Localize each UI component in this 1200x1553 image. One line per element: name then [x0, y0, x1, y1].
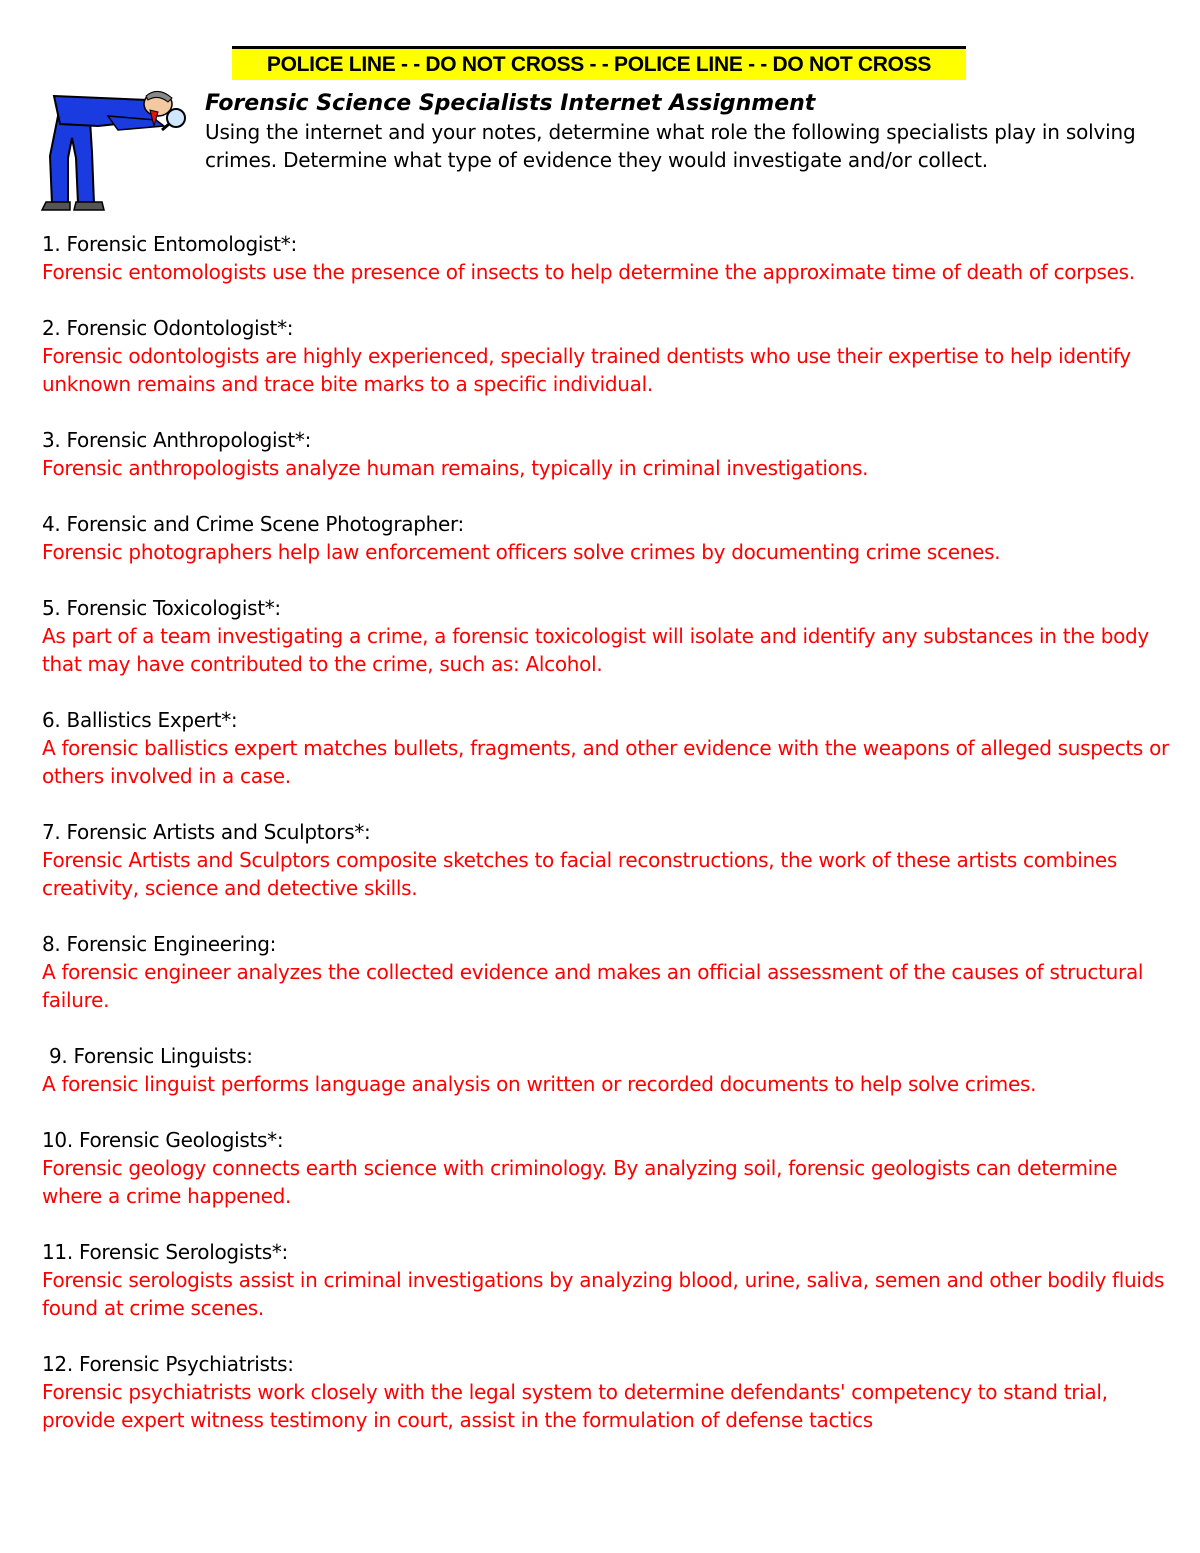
- question-label: 6. Ballistics Expert*:: [42, 708, 238, 732]
- question-label: 11. Forensic Serologists*:: [42, 1240, 288, 1264]
- question-label: 7. Forensic Artists and Sculptors*:: [42, 820, 371, 844]
- assignment-header: [205, 90, 1155, 174]
- list-item: [42, 818, 1172, 902]
- answer-text: Forensic serologists assist in criminal investigations by analyzing blood, urine, saliva, semen and other bodily fluids found at crime scenes.: [42, 1268, 1165, 1320]
- question-label: 10. Forensic Geologists*:: [42, 1128, 284, 1152]
- answer-text: Forensic odontologists are highly experienced, specially trained dentists who use their expertise to help identify unknown remains and trace bite marks to a specific individual.: [42, 344, 1131, 396]
- list-item: [42, 1042, 1172, 1098]
- list-item: [42, 930, 1172, 1014]
- question-label: 3. Forensic Anthropologist*:: [42, 428, 312, 452]
- answer-text: Forensic photographers help law enforcement officers solve crimes by documenting crime scenes.: [42, 540, 1001, 564]
- answer-text: Forensic psychiatrists work closely with the legal system to determine defendants' competency to stand trial, provide expert witness testimony in court, assist in the formulation of defense tactics: [42, 1380, 1108, 1432]
- answer-text: A forensic engineer analyzes the collected evidence and makes an official assessment of the causes of structural failure.: [42, 960, 1144, 1012]
- answer-text: As part of a team investigating a crime, a forensic toxicologist will isolate and identify any substances in the body that may have contributed to the crime, such as: Alcohol.: [42, 624, 1149, 676]
- answer-text: Forensic Artists and Sculptors composite sketches to facial reconstructions, the work of these artists combines creativity, science and detective skills.: [42, 848, 1117, 900]
- answer-text: Forensic entomologists use the presence of insects to help determine the approximate time of death of corpses.: [42, 260, 1135, 284]
- answer-text: Forensic geology connects earth science with criminology. By analyzing soil, forensic geologists can determine where a crime happened.: [42, 1156, 1118, 1208]
- police-line-banner: POLICE LINE - - DO NOT CROSS - - POLICE LINE - - DO NOT CROSS: [232, 46, 966, 80]
- assignment-instructions: Using the internet and your notes, determine what role the following specialists play in solving crimes. Determine what type of evidence they would investigate and/or collect.: [205, 120, 1136, 172]
- question-label: 8. Forensic Engineering:: [42, 932, 277, 956]
- list-item: [42, 1350, 1172, 1434]
- specialist-list: [42, 230, 1172, 1462]
- list-item: [42, 230, 1172, 286]
- question-label: 5. Forensic Toxicologist*:: [42, 596, 281, 620]
- question-label: 12. Forensic Psychiatrists:: [42, 1352, 294, 1376]
- list-item: [42, 1126, 1172, 1210]
- list-item: [42, 314, 1172, 398]
- question-label: 4. Forensic and Crime Scene Photographer:: [42, 512, 464, 536]
- list-item: [42, 426, 1172, 482]
- list-item: [42, 510, 1172, 566]
- list-item: [42, 1238, 1172, 1322]
- question-label: 1. Forensic Entomologist*:: [42, 232, 297, 256]
- question-label: 2. Forensic Odontologist*:: [42, 316, 294, 340]
- answer-text: Forensic anthropologists analyze human remains, typically in criminal investigations.: [42, 456, 869, 480]
- list-item: [42, 706, 1172, 790]
- question-label: 9. Forensic Linguists:: [49, 1044, 253, 1068]
- list-item: [42, 594, 1172, 678]
- answer-text: A forensic linguist performs language analysis on written or recorded documents to help solve crimes.: [42, 1072, 1037, 1096]
- detective-with-magnifying-glass-icon: [38, 86, 198, 212]
- page-title: Forensic Science Specialists Internet Assignment: [205, 91, 816, 116]
- answer-text: A forensic ballistics expert matches bullets, fragments, and other evidence with the weapons of alleged suspects or others involved in a case.: [42, 736, 1169, 788]
